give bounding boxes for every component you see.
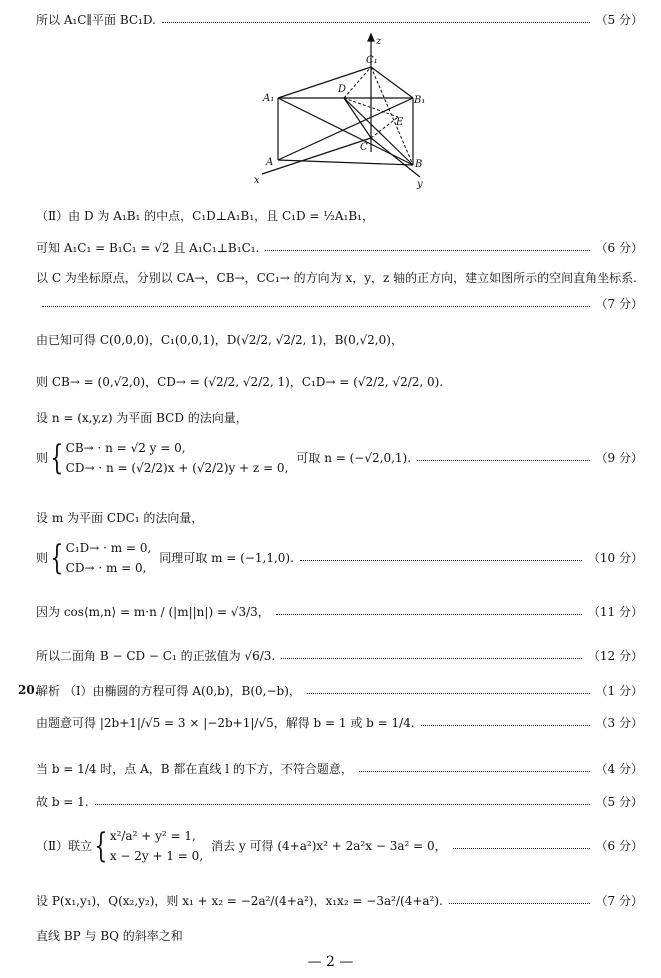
score-label: （12 分） bbox=[587, 649, 643, 663]
line-text: 设 n = (x,y,z) 为平面 BCD 的法向量， bbox=[36, 411, 248, 425]
equation: CB→ · n = √2 y = 0, bbox=[65, 441, 186, 455]
leader-dots bbox=[453, 848, 590, 849]
left-brace: { bbox=[50, 538, 64, 578]
score-label: （7 分） bbox=[595, 894, 643, 908]
label-y: y bbox=[417, 179, 423, 190]
equation-system-line bbox=[36, 826, 643, 866]
leader-dots bbox=[421, 725, 590, 726]
equation: CD→ · m = 0, bbox=[65, 561, 147, 575]
label-x: x bbox=[254, 175, 260, 186]
label-b: B bbox=[415, 159, 423, 170]
line-text: 可取 n = (−√2,0,1). bbox=[296, 451, 412, 465]
solution-line bbox=[36, 332, 643, 348]
solution-line bbox=[36, 12, 643, 28]
line-text: 同理可取 m = (−1,1,0). bbox=[159, 551, 294, 565]
equation-stack bbox=[66, 438, 289, 478]
leader-dots bbox=[162, 22, 590, 23]
left-brace: { bbox=[94, 826, 108, 866]
score-label: （6 分） bbox=[595, 241, 643, 255]
label-a1: A₁ bbox=[263, 93, 275, 104]
line-text: 以 C 为坐标原点，分别以 CA→，CB→，CC₁→ 的方向为 x，y，z 轴的正方向，建立如图所示的空间直角坐标系. bbox=[36, 271, 637, 285]
label-d: D bbox=[338, 84, 347, 95]
leader-dots bbox=[359, 771, 590, 772]
solution-line bbox=[36, 604, 643, 620]
solution-line bbox=[36, 410, 643, 426]
solution-line bbox=[36, 208, 643, 224]
label-c1: C₁ bbox=[366, 55, 378, 66]
leader-dots bbox=[449, 903, 590, 904]
score-label: （6 分） bbox=[595, 839, 643, 853]
solution-line bbox=[36, 715, 643, 731]
solution-line bbox=[36, 270, 643, 286]
system-prefix: （Ⅱ）联立 bbox=[36, 839, 93, 853]
equation: CD→ · n = (√2/2)x + (√2/2)y + z = 0, bbox=[65, 461, 289, 475]
solution-line bbox=[36, 683, 643, 699]
line-text: 故 b = 1. bbox=[36, 795, 89, 809]
label-e: E bbox=[396, 117, 404, 128]
solution-line bbox=[36, 794, 643, 810]
line-text: 设 P(x₁,y₁)，Q(x₂,y₂)，则 x₁ + x₂ = −2a²/(4+a²)，x₁x₂ = −3a²/(4+a²). bbox=[36, 894, 443, 908]
solution-line bbox=[36, 893, 643, 909]
left-brace: { bbox=[50, 438, 64, 478]
line-text: 解析 （Ⅰ）由椭圆的方程可得 A(0,b)，B(0,−b)， bbox=[36, 684, 301, 698]
leader-dots bbox=[307, 693, 590, 694]
equation: x − 2y + 1 = 0, bbox=[109, 849, 204, 863]
line-text: 所以二面角 B − CD − C₁ 的正弦值为 √6/3. bbox=[36, 649, 276, 663]
label-c: C bbox=[360, 142, 368, 153]
question-number: 20. bbox=[18, 683, 39, 697]
solution-line bbox=[36, 374, 643, 390]
score-label: （5 分） bbox=[595, 795, 643, 809]
leader-dots bbox=[300, 560, 582, 561]
line-text: 由题意可得 |2b+1|/√5 = 3 × |−2b+1|/√5，解得 b = 1 或 b = 1/4. bbox=[36, 716, 415, 730]
equation-stack bbox=[110, 826, 203, 866]
equation-system-line bbox=[36, 538, 643, 578]
leader-dots bbox=[276, 614, 582, 615]
score-label: （4 分） bbox=[595, 762, 643, 776]
equation: x²/a² + y² = 1, bbox=[109, 829, 196, 843]
line-text: 由已知可得 C(0,0,0)，C₁(0,0,1)，D(√2/2, √2/2, 1)，B(0,√2,0)， bbox=[36, 333, 403, 347]
line-text: 设 m 为平面 CDC₁ 的法向量， bbox=[36, 511, 204, 525]
solution-line bbox=[36, 296, 643, 312]
score-label: （7 分） bbox=[595, 297, 643, 311]
score-label: （10 分） bbox=[587, 551, 643, 565]
solution-line bbox=[36, 240, 643, 256]
leader-dots bbox=[281, 658, 582, 659]
leader-dots bbox=[42, 306, 590, 307]
line-text: 消去 y 可得 (4+a²)x² + 2a²x − 3a² = 0， bbox=[211, 839, 447, 853]
label-b1: B₁ bbox=[414, 95, 426, 106]
solution-line bbox=[36, 928, 643, 944]
page-number: — 2 — bbox=[307, 954, 354, 970]
leader-dots bbox=[95, 804, 590, 805]
label-z: z bbox=[376, 36, 382, 47]
score-label: （5 分） bbox=[595, 13, 643, 27]
solution-line bbox=[36, 510, 643, 526]
leader-dots bbox=[265, 250, 589, 251]
system-prefix: 则 bbox=[36, 451, 49, 465]
equation-stack bbox=[66, 538, 152, 578]
prism-figure bbox=[0, 32, 661, 192]
system-prefix: 则 bbox=[36, 551, 49, 565]
line-text: 可知 A₁C₁ = B₁C₁ = √2 且 A₁C₁⊥B₁C₁. bbox=[36, 241, 260, 255]
score-label: （3 分） bbox=[595, 716, 643, 730]
line-text: 直线 BP 与 BQ 的斜率之和 bbox=[36, 929, 183, 943]
line-text: 因为 cos⟨m,n⟩ = m·n / (|m||n|) = √3/3， bbox=[36, 605, 270, 619]
line-text: 则 CB→ = (0,√2,0)，CD→ = (√2/2, √2/2, 1)，C₁D→ = (√2/2, √2/2, 0). bbox=[36, 375, 444, 389]
solution-line bbox=[36, 648, 643, 664]
score-label: （9 分） bbox=[595, 451, 643, 465]
label-a: A bbox=[266, 157, 274, 168]
equation: C₁D→ · m = 0, bbox=[65, 541, 152, 555]
line-text: 所以 A₁C∥平面 BC₁D. bbox=[36, 13, 156, 27]
line-text: （Ⅱ）由 D 为 A₁B₁ 的中点，C₁D⊥A₁B₁，且 C₁D = ½A₁B₁， bbox=[36, 209, 374, 223]
solution-line bbox=[36, 761, 643, 777]
score-label: （1 分） bbox=[595, 684, 643, 698]
score-label: （11 分） bbox=[587, 605, 643, 619]
equation-system-line bbox=[36, 438, 643, 478]
line-text: 当 b = 1/4 时，点 A，B 都在直线 l 的下方，不符合题意， bbox=[36, 762, 353, 776]
leader-dots bbox=[417, 460, 590, 461]
